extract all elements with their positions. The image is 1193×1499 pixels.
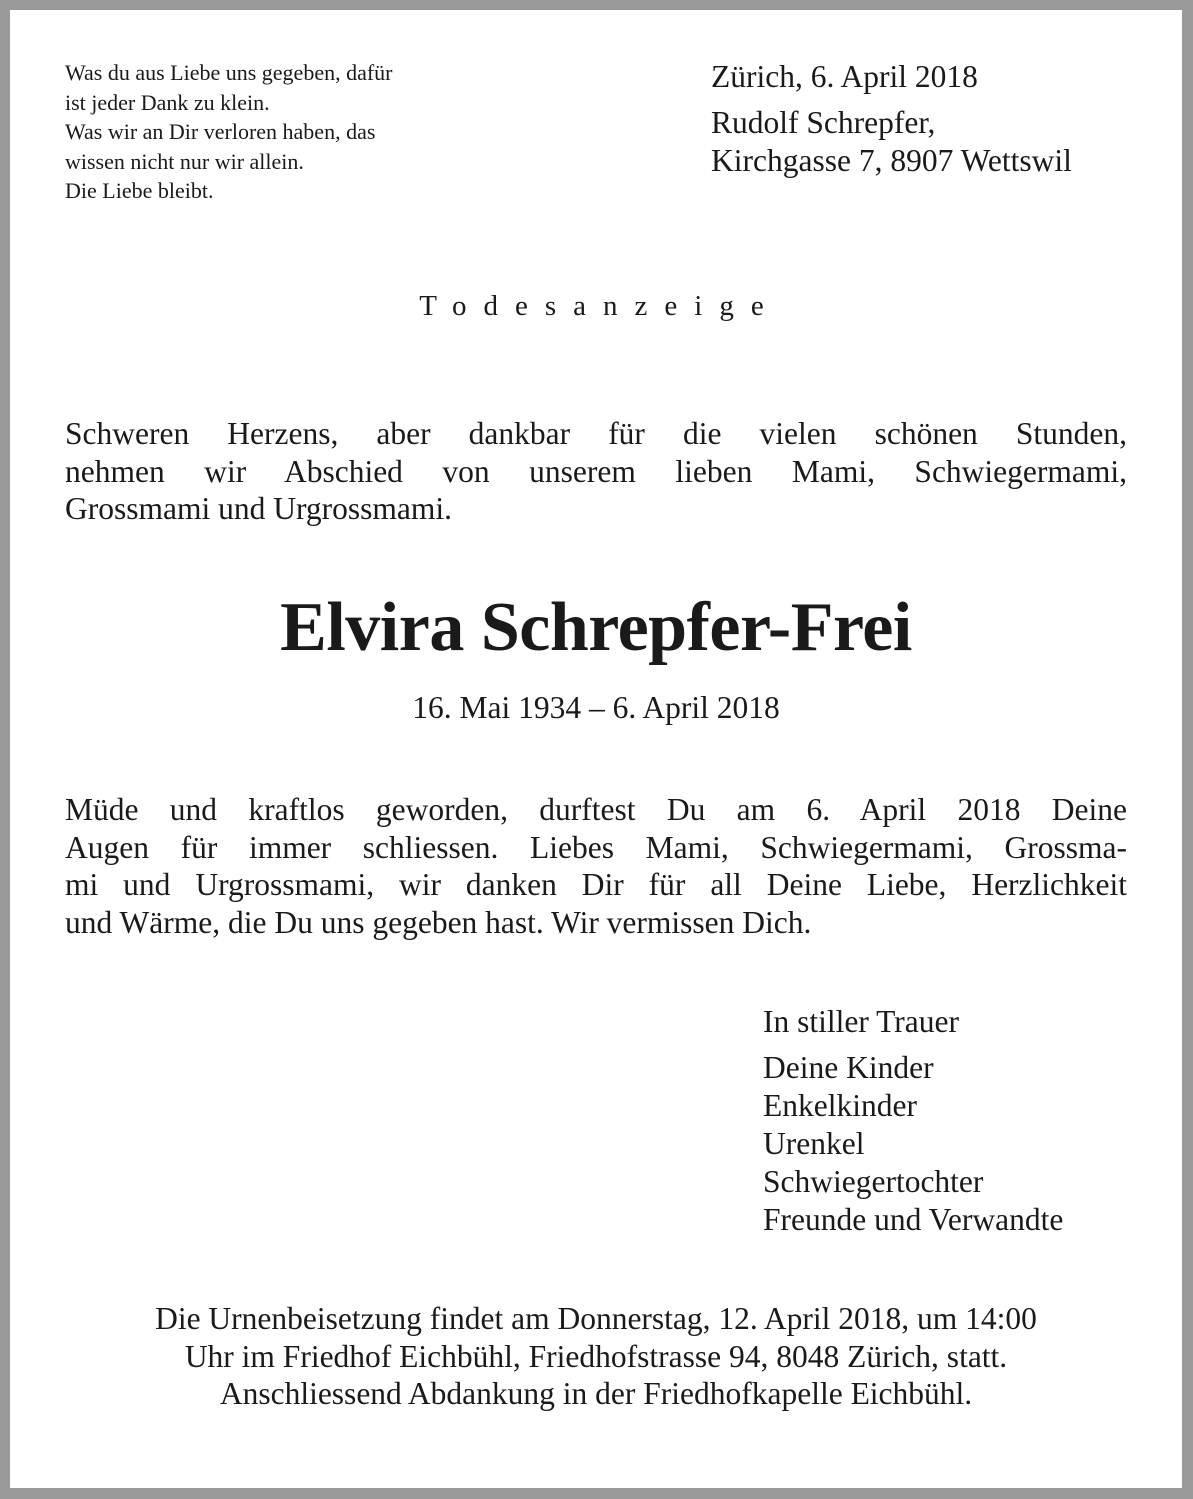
sender-address: Kirchgasse 7, 8907 Wettswil [711, 143, 1072, 178]
poem-line: Was du aus Liebe uns gegeben, dafür [65, 60, 393, 85]
intro-line: nehmen wir Abschied von unserem lieben Mami, Schwiegermami, [65, 453, 1127, 489]
body-line: Augen für immer schliessen. Liebes Mami, Schwiegermami, Grossma- [65, 829, 1127, 865]
poem-line: Was wir an Dir verloren haben, das [65, 119, 376, 144]
deceased-name: Elvira Schrepfer-Frei [280, 589, 912, 666]
intro-line: Schweren Herzens, aber dankbar für die vielen schönen Stunden, [65, 416, 1127, 451]
mourner-entry: Enkelkinder [763, 1088, 917, 1123]
mourner-entry: Schwiegertochter [763, 1164, 984, 1199]
place-date: Zürich, 6. April 2018 [711, 59, 978, 94]
mourner-entry: Deine Kinder [763, 1050, 934, 1085]
funeral-line: Uhr im Friedhof Eichbühl, Friedhofstrasse 94, 8048 Zürich, statt. [184, 1338, 1008, 1374]
funeral-details [10, 1300, 1182, 1413]
mourning-phrase: In stiller Trauer [763, 1004, 959, 1039]
funeral-line: Anschliessend Abdankung in der Friedhofkapelle Eichbühl. [219, 1376, 973, 1411]
body-line: mi und Urgrossmami, wir danken Dir für all Deine Liebe, Herzlichkeit [65, 867, 1127, 902]
memorial-poem [65, 58, 525, 206]
intro-line: Grossmami und Urgrossmami. [65, 491, 453, 526]
body-paragraph [65, 791, 1127, 941]
poem-line: wissen nicht nur wir allein. [65, 148, 304, 174]
body-line: Müde und kraftlos geworden, durftest Du am 6. April 2018 Deine [65, 792, 1127, 827]
mourner-entry: Freunde und Verwandte [763, 1202, 1064, 1237]
mourners-block [763, 1003, 1163, 1239]
funeral-line: Die Urnenbeisetzung findet am Donnerstag, 12. April 2018, um 14:00 [155, 1301, 1037, 1336]
notice-heading: Todesanzeige [419, 290, 781, 322]
life-dates: 16. Mai 1934 – 6. April 2018 [412, 690, 780, 725]
body-line: und Wärme, die Du uns gegeben hast. Wir vermissen Dich. [65, 904, 812, 940]
poem-line: Die Liebe bleibt. [65, 178, 214, 203]
sender-block [711, 58, 1151, 180]
intro-paragraph [65, 415, 1127, 528]
poem-line: ist jeder Dank zu klein. [65, 89, 270, 115]
obituary-page [10, 10, 1182, 1488]
mourner-entry: Urenkel [763, 1126, 865, 1161]
sender-name: Rudolf Schrepfer, [711, 105, 936, 140]
